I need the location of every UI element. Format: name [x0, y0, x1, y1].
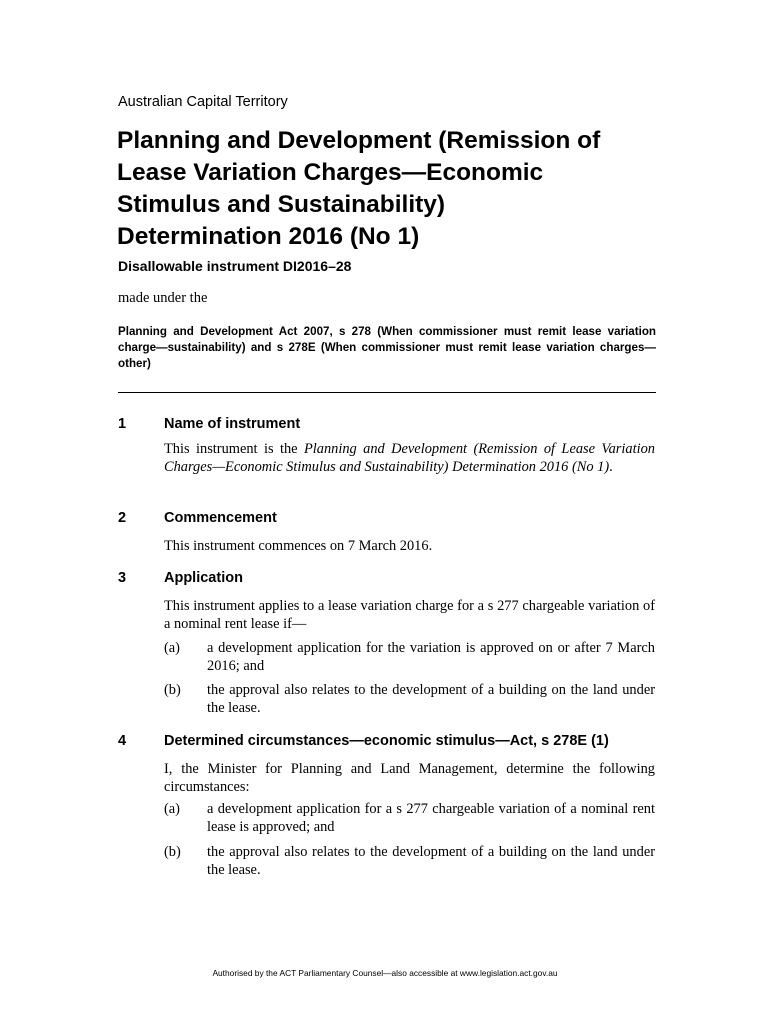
divider [118, 392, 656, 393]
title-line: Lease Variation Charges—Economic [117, 159, 544, 186]
section-number: 4 [118, 733, 127, 749]
item-label: (a) [164, 640, 180, 656]
made-under: made under the [118, 290, 208, 306]
section-title: Name of instrument [164, 416, 301, 432]
section-number: 1 [118, 416, 127, 432]
instrument-number: Disallowable instrument DI2016–28 [118, 258, 352, 274]
document-title [117, 125, 677, 253]
jurisdiction: Australian Capital Territory [118, 94, 288, 110]
section-number: 3 [118, 570, 127, 586]
title-line: Determination 2016 (No 1) [117, 223, 420, 250]
footer: Authorised by the ACT Parliamentary Counsel—also accessible at www.legislation.act.gov.au [212, 968, 558, 978]
title-line: Stimulus and Sustainability) [117, 191, 446, 218]
section-text: This instrument applies to a lease variation charge for a s 277 chargeable variation of a nominal rent lease if— [164, 598, 655, 632]
section-title: Application [164, 570, 243, 586]
section-number: 2 [118, 510, 127, 526]
section-title: Determined circumstances—economic stimulus—Act, s 278E (1) [164, 733, 609, 749]
text-suffix: . [609, 459, 613, 475]
instrument-name: Planning and Development (Remission of Lease Variation Charges—Economic Stimulus and Sustainability) Determination 2016 (No 1) [164, 441, 655, 475]
item-text: a development application for the variation is approved on or after 7 March 2016; and [207, 640, 655, 674]
item-text: a development application for a s 277 chargeable variation of a nominal rent lease is approved; and [207, 801, 655, 835]
item-text: the approval also relates to the development of a building on the land under the lease. [207, 682, 655, 716]
authority: Planning and Development Act 2007, s 278 (When commissioner must remit lease variation charge—sustainability) and s 278E (When commissioner must remit lease variation charges—other) [118, 325, 656, 370]
title-line: Planning and Development (Remission of [117, 127, 601, 154]
section-title: Commencement [164, 510, 277, 526]
item-label: (a) [164, 801, 180, 817]
item-label: (b) [164, 844, 181, 860]
section-text: This instrument commences on 7 March 2016. [164, 538, 433, 554]
section-text [164, 440, 655, 476]
item-label: (b) [164, 682, 181, 698]
text-prefix: This instrument is the [164, 441, 304, 457]
section-text: I, the Minister for Planning and Land Management, determine the following circumstances: [164, 761, 655, 795]
item-text: the approval also relates to the development of a building on the land under the lease. [207, 844, 655, 878]
